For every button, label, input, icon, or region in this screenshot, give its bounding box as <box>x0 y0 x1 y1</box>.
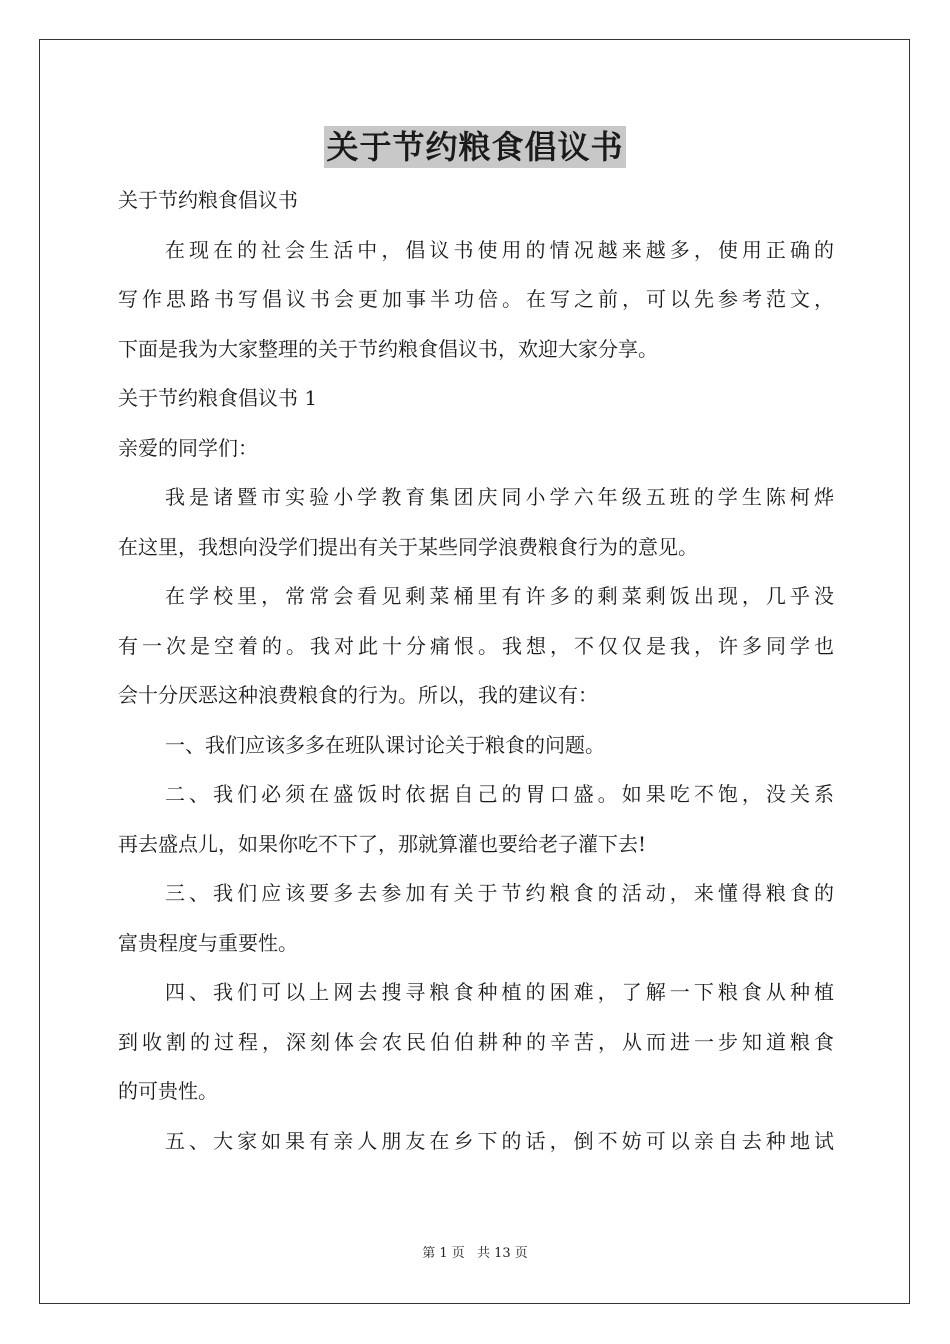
text-line: 富贵程度与重要性。 <box>118 930 298 955</box>
text-line: 亲爱的同学们： <box>118 435 258 460</box>
text-line: 到收割的过程，深刻体会农民伯伯耕种的辛苦，从而进一步知道粮食 <box>118 1029 834 1054</box>
text-line: 会十分厌恶这种浪费粮食的行为。所以，我的建议有： <box>118 683 598 707</box>
text-line: 二、我们必须在盛饭时依据自己的胃口盛。如果吃不饱，没关系 <box>165 782 834 806</box>
text-line: 在学校里，常常会看见剩菜桶里有许多的剩菜剩饭出现，几乎没 <box>165 584 834 608</box>
document-body <box>118 176 834 1166</box>
text-line: 关于节约粮食倡议书 1 <box>118 386 318 410</box>
text-line: 有一次是空着的。我对此十分痛恨。我想，不仅仅是我，许多同学也 <box>118 633 834 658</box>
text-line: 在现在的社会生活中，倡议书使用的情况越来越多，使用正确的 <box>165 237 834 262</box>
document-title: 关于节约粮食倡议书 <box>326 128 624 166</box>
text-line: 四、我们可以上网去搜寻粮食种植的困难，了解一下粮食从种植 <box>165 980 834 1004</box>
text-line: 一、我们应该多多在班队课讨论关于粮食的问题。 <box>165 732 605 757</box>
page-total: 共 13 页 <box>476 1246 528 1261</box>
text-line: 我是诸暨市实验小学教育集团庆同小学六年级五班的学生陈柯烨 <box>165 485 834 509</box>
page-footer <box>0 1245 950 1263</box>
text-line: 在这里，我想向没学们提出有关于某些同学浪费粮食行为的意见。 <box>118 534 698 559</box>
text-line: 三、我们应该要多去参加有关于节约粮食的活动，来懂得粮食的 <box>165 881 834 905</box>
text-line: 下面是我为大家整理的关于节约粮食倡议书，欢迎大家分享。 <box>118 336 658 361</box>
text-line: 关于节约粮食倡议书 <box>118 188 298 212</box>
text-line: 再去盛点儿，如果你吃不下了，那就算灌也要给老子灌下去! <box>118 831 647 856</box>
title-container <box>0 126 950 168</box>
page-number: 第 1 页 <box>422 1246 465 1261</box>
text-line: 的可贵性。 <box>118 1079 218 1103</box>
text-line: 写作思路书写倡议书会更加事半功倍。在写之前，可以先参考范文， <box>118 287 834 311</box>
text-line: 五、大家如果有亲人朋友在乡下的话，倒不妨可以亲自去种地试 <box>165 1128 834 1153</box>
